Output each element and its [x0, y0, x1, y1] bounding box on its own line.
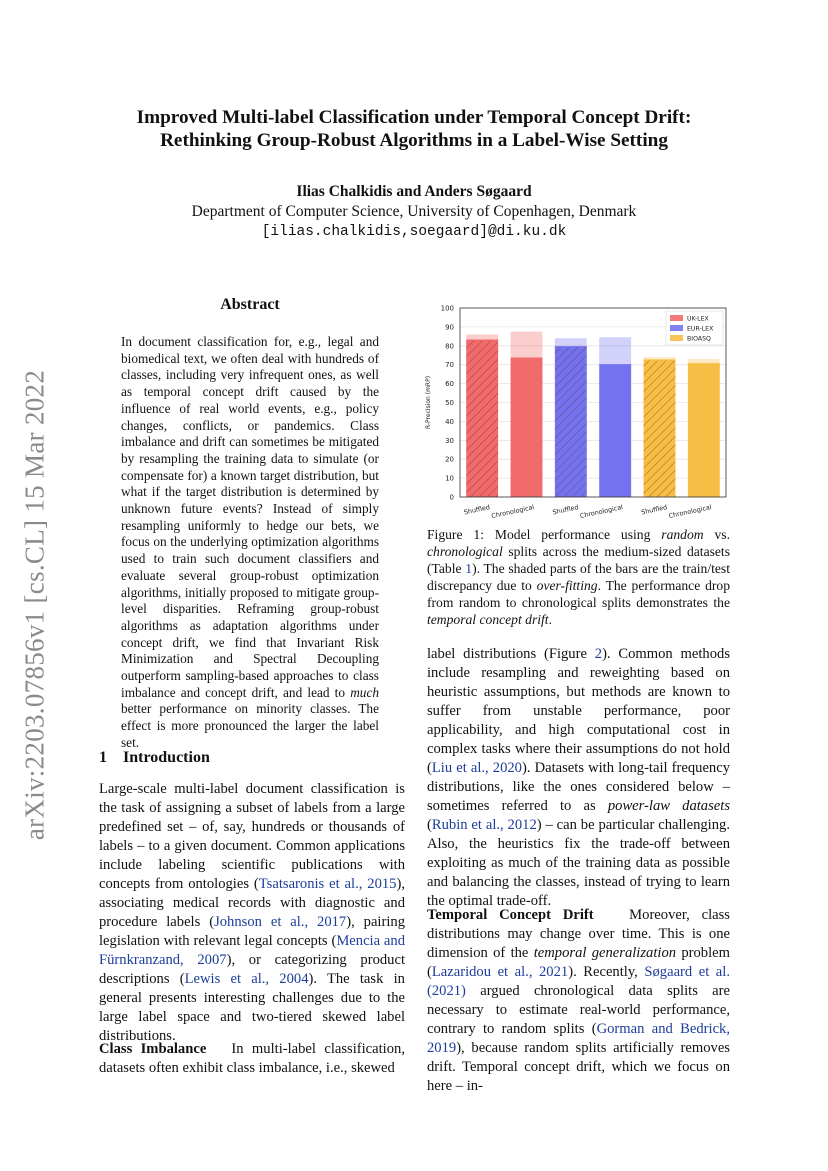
- bar-train-gap: [599, 337, 631, 364]
- bar: [688, 364, 720, 497]
- text-run: splits across the medium-sized datasets (Table: [427, 544, 730, 576]
- y-tick-label: 0: [449, 493, 454, 502]
- arxiv-identifier-text: arXiv:2203.07856v1 [cs.CL] 15 Mar 2022: [19, 369, 50, 841]
- x-tick-label: Shuffled: [551, 503, 580, 517]
- title-line-2: Rethinking Group-Robust Algorithms in a Label-Wise Setting: [160, 130, 668, 151]
- bar: [599, 365, 631, 497]
- x-tick-label: Chronological: [490, 503, 535, 520]
- bar-train-gap: [555, 338, 587, 347]
- temporal-concept-drift-paragraph: [427, 906, 730, 1096]
- citation-link[interactable]: Lewis et al., 2004: [184, 971, 309, 987]
- paragraph-heading: Class Imbalance: [99, 1041, 207, 1057]
- text-run: problem (: [427, 945, 730, 980]
- text-run: Model performance using: [483, 527, 662, 542]
- text-run: ), because random splits artificially removes drift. Temporal concept drift, which we focus on here – in-: [427, 1040, 730, 1094]
- bar-train-gap: [511, 332, 543, 358]
- legend-swatch: [670, 315, 683, 321]
- text-run: ), associating medical records with diagnostic and procedure labels (: [99, 876, 405, 930]
- citation-link[interactable]: Tsatsaronis et al., 2015: [258, 876, 397, 892]
- text-run: . The performance drop from random to chronological splits demonstrates the: [427, 578, 730, 610]
- affiliation: Department of Computer Science, University of Copenhagen, Denmark: [191, 203, 637, 220]
- caption-emphasis: temporal concept drift: [427, 612, 549, 627]
- paper-title: [100, 106, 728, 152]
- y-tick-label: 80: [445, 342, 454, 351]
- text-run: ). The task in general presents interesting challenges due to the large label space and two-tiered skewed label distributions.: [99, 971, 405, 1044]
- paragraph-heading: Temporal Concept Drift: [427, 907, 594, 923]
- author-names: Ilias Chalkidis and Anders Søgaard: [296, 183, 532, 200]
- y-tick-label: 50: [445, 399, 454, 407]
- citation-link[interactable]: Johnson et al., 2017: [214, 914, 347, 930]
- class-imbalance-paragraph: [99, 1040, 405, 1078]
- abstract-emphasis: much: [350, 684, 379, 700]
- abstract-heading: Abstract: [220, 296, 280, 313]
- legend-swatch: [670, 335, 683, 341]
- abstract-text-end: better performance on minority classes. The effect is more pronounced the larger the label set.: [121, 701, 379, 750]
- bar: [644, 360, 676, 497]
- table-reference-link[interactable]: 1: [465, 561, 473, 576]
- y-tick-label: 40: [445, 417, 454, 426]
- text-run: Large-scale multi-label document classification is the task of assigning a subset of labels from a large predefined set – of, say, hundreds or thousands of labels – to a given document. Common applications include labeling scientific publications with concepts from ontologies (: [99, 781, 405, 892]
- title-line-1: Improved Multi-label Classification under Temporal Concept Drift:: [136, 107, 692, 128]
- abstract-text: In document classification for, e.g., legal and biomedical text, we often deal with hundreds of classes, including very infrequent ones, as well as temporal concept drift caused by the influence of real world events, e.g., policy changes, conflicts, or pandemics. Class imbalance and drift can sometimes be mitigated by resampling the training data to simulate (or compensate for) a known target distribution, but what if the target distribution is determined by unknown future events? Instead of simply resampling uniformly to hedge our bets, we focus on the underlying optimization algorithms used to train such document classifiers and evaluate several group-robust optimization algorithms, initially proposed to mitigate group-level disparities. Reframing group-robust algorithms as adaptation algorithms under concept drift, we find that Invariant Risk Minimization and Spectral Decoupling outperform sampling-based approaches to class imbalance and concept drift, and lead to: [121, 334, 379, 700]
- bar-train-gap: [466, 334, 498, 340]
- text-emphasis: temporal generalization: [533, 945, 677, 961]
- y-tick-label: 10: [445, 474, 454, 483]
- text-run: argued chronological data splits are necessary to estimate real-world performance, contrary to random splits (: [427, 983, 730, 1037]
- bar: [511, 358, 543, 497]
- text-run: ), or categorizing product descriptions (: [99, 952, 405, 987]
- author-email: [ilias.chalkidis,soegaard]@di.ku.dk: [261, 224, 567, 240]
- citation-link[interactable]: Liu et al., 2020: [431, 760, 522, 776]
- abstract-body: [121, 334, 379, 752]
- citation-link[interactable]: Gorman and Bedrick, 2019: [427, 1021, 730, 1056]
- x-tick-label: Chronological: [579, 503, 624, 520]
- y-tick-label: 20: [445, 455, 454, 464]
- text-run: .: [548, 612, 552, 627]
- y-tick-label: 100: [440, 304, 454, 313]
- x-tick-label: Shuffled: [640, 503, 668, 517]
- section-title: Introduction: [123, 749, 210, 766]
- citation-link[interactable]: Lazaridou et al., 2021: [431, 964, 569, 980]
- figure-1-chart: [408, 296, 738, 520]
- legend-swatch: [670, 325, 683, 331]
- y-axis-label: R-Precision (mRP): [425, 375, 432, 430]
- caption-label: Figure 1:: [427, 527, 484, 542]
- y-tick-label: 60: [445, 380, 454, 389]
- text-run: ). The shaded parts of the bars are the train/test discrepancy due to: [427, 561, 731, 593]
- legend-label: UK-LEX: [687, 315, 709, 323]
- caption-emphasis: chronological: [427, 544, 503, 559]
- legend-label: EUR-LEX: [687, 325, 714, 333]
- bar-train-gap: [688, 359, 720, 364]
- figure-1-caption: [427, 526, 730, 628]
- text-run: ) – can be particular challenging. Also, the heuristics fix the trade-off between exploiting as much of the training data as possible and balancing the classes, instead of trying to learn the optimal trade-off.: [427, 817, 730, 909]
- text-run: In multi-label classification, datasets often exhibit class imbalance, i.e., skewed: [99, 1041, 405, 1076]
- column-2-paragraph-1: [427, 645, 730, 911]
- text-run: ). Datasets with long-tail frequency distributions, like the ones considered below – sometimes referred to as: [427, 760, 730, 814]
- text-run: vs.: [703, 527, 730, 542]
- legend-label: BIOASQ: [687, 335, 711, 343]
- caption-emphasis: over-fitting: [536, 578, 598, 593]
- section-heading-introduction: [99, 749, 210, 767]
- text-run: label distributions (Figure: [427, 646, 595, 662]
- text-run: Moreover, class distributions may change over time. This is one dimension of the: [427, 907, 730, 961]
- citation-link[interactable]: Søgaard et al. (2021): [427, 964, 730, 999]
- intro-paragraph-1: [99, 780, 405, 1046]
- bar: [555, 347, 587, 497]
- text-emphasis: power-law datasets: [607, 798, 730, 814]
- y-tick-label: 30: [445, 436, 454, 445]
- citation-link[interactable]: Mencia and Fürnkranzand, 2007: [99, 933, 406, 968]
- x-tick-label: Chronological: [667, 503, 713, 520]
- y-tick-label: 70: [445, 361, 454, 370]
- y-tick-label: 90: [445, 323, 454, 332]
- citation-link[interactable]: Rubin et al., 2012: [431, 817, 537, 833]
- section-number: 1: [99, 749, 107, 766]
- caption-emphasis: random: [661, 527, 704, 542]
- arxiv-identifier: [20, 360, 50, 850]
- figure-reference-link[interactable]: 2: [594, 646, 603, 662]
- text-run: ). Recently,: [568, 964, 645, 980]
- author-block: [100, 182, 728, 242]
- bar-chart: [408, 296, 738, 520]
- text-run: (: [427, 817, 432, 833]
- text-run: ). Common methods include resampling and reweighting based on heuristic assumptions, but methods are known to suffer from unstable performance, poor applicability, and high computational cost in complex tasks where their assumptions do not hold (: [427, 646, 730, 776]
- bar: [466, 340, 498, 497]
- text-run: ), pairing legislation with relevant legal concepts (: [99, 914, 405, 949]
- x-tick-label: Shuffled: [463, 503, 491, 517]
